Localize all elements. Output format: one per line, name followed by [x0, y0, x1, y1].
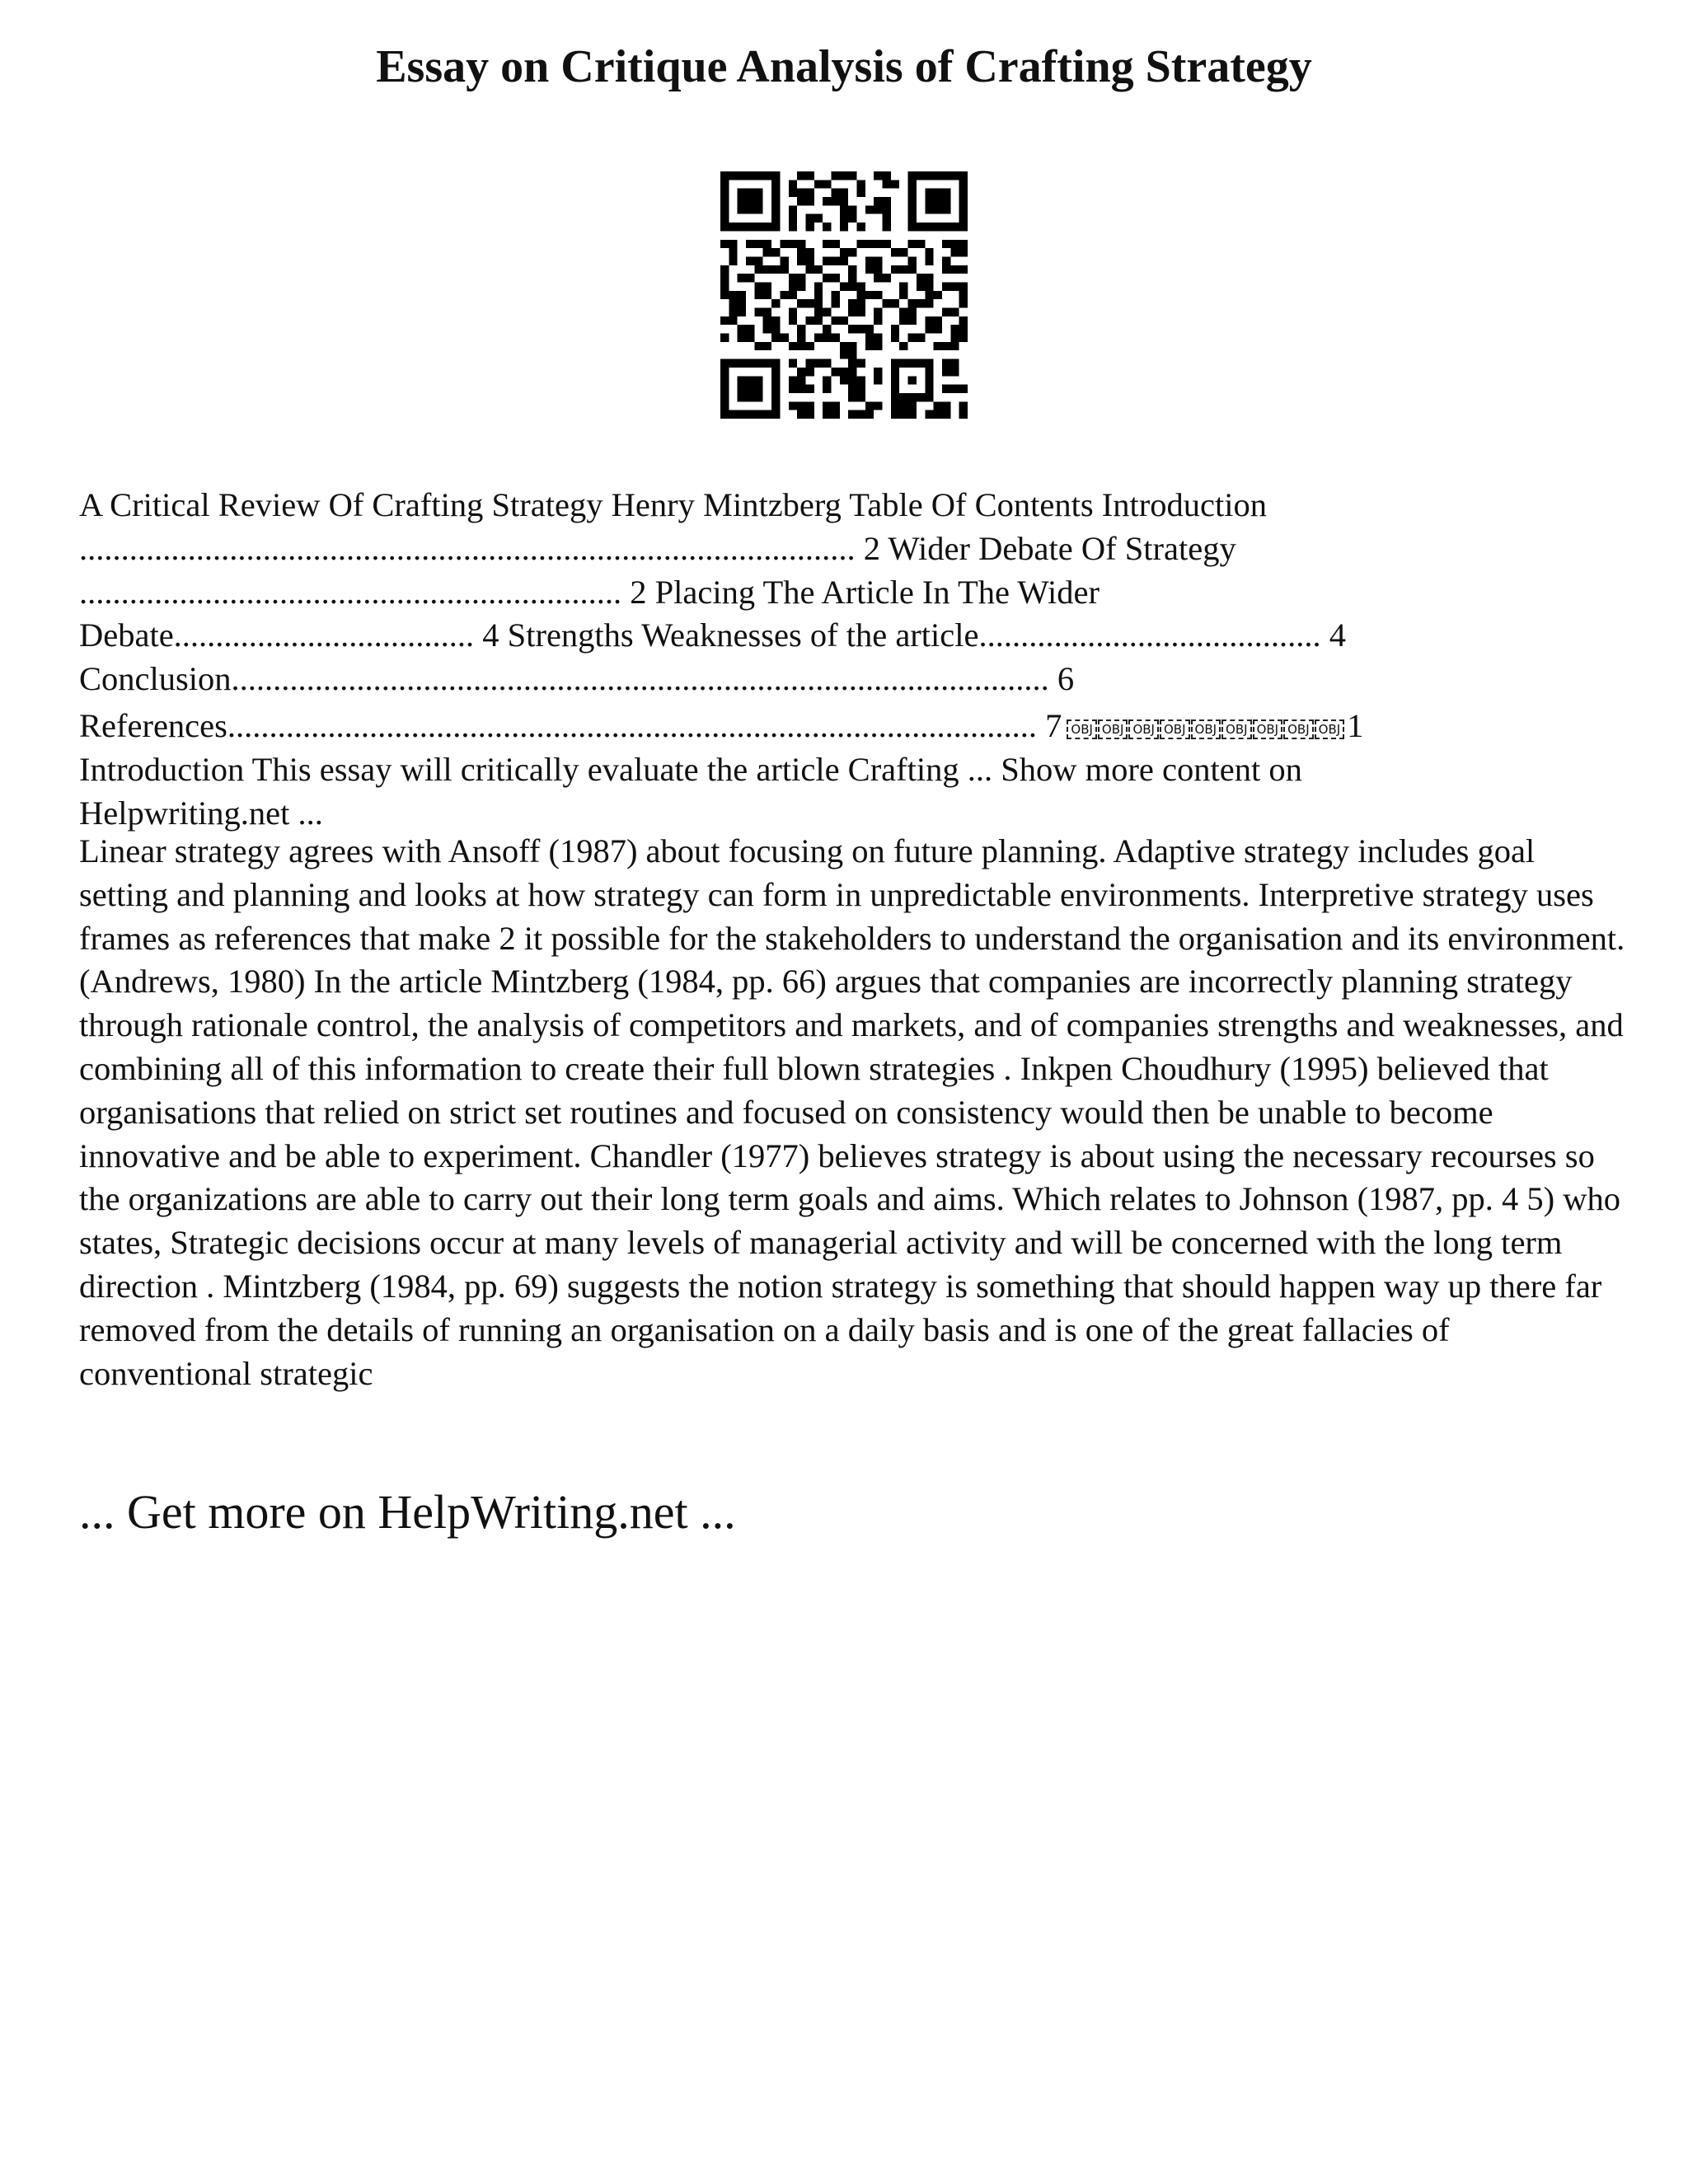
object-placeholder: OBJ — [1283, 719, 1314, 739]
object-placeholder: OBJ — [1160, 719, 1190, 739]
object-placeholder: OBJ — [1067, 719, 1097, 739]
object-placeholder: OBJ — [1128, 719, 1159, 739]
object-placeholder: OBJ — [1315, 719, 1345, 739]
toc-line: Conclusion.................................................................................................. 6 — [79, 660, 1075, 698]
get-more-link[interactable]: ... Get more on HelpWriting.net ... — [79, 1485, 736, 1539]
table-of-contents — [79, 484, 1629, 835]
intro-line: Helpwriting.net ... — [79, 794, 323, 832]
qr-code-icon — [720, 171, 968, 419]
toc-trailing-number: 1 — [1347, 706, 1364, 744]
object-placeholder: OBJ — [1098, 719, 1128, 739]
toc-line-references — [79, 701, 1629, 748]
object-placeholder: OBJ — [1191, 719, 1221, 739]
intro-line: Introduction This essay will critically evaluate the article Crafting ... Show more content on — [79, 750, 1302, 788]
qr-code — [720, 171, 968, 419]
object-placeholder: OBJ — [1221, 719, 1252, 739]
toc-line: References................................................................................................. 7 — [79, 706, 1062, 744]
object-placeholder: OBJ — [1253, 719, 1283, 739]
toc-line: ............................................................................................. 2 Wider Debate Of Strategy — [79, 529, 1236, 567]
object-placeholder-row — [1067, 701, 1345, 745]
toc-line: Debate.................................... 4 Strengths Weaknesses of the article......................................... 4 — [79, 616, 1347, 654]
toc-line: ................................................................. 2 Placing The Article In The Wider — [79, 573, 1100, 611]
body-paragraph: Linear strategy agrees with Ansoff (1987) about focusing on future planning. Adaptive strategy includes goal setting and planning and looks at how strategy can form in unpredictable environments. Interpretive strategy uses frames as references that make 2 it possible for the stakeholders to understand the organisation and its environment. (Andrews, 1980) In the article Mintzberg (1984, pp. 66) argues that companies are incorrectly planning strategy through rationale control, the analysis of competitors and markets, and of companies strengths and weaknesses, and combining all of this information to create their full blown strategies . Inkpen Choudhury (1995) believed that organisations that relied on strict set routines and focused on consistency would then be unable to become innovative and be able to experiment. Chandler (1977) believes strategy is about using the necessary recourses so the organizations are able to carry out their long term goals and aims. Which relates to Johnson (1987, pp. 4 5) who states, Strategic decisions occur at many levels of managerial activity and will be concerned with the long term direction . Mintzberg (1984, pp. 69) suggests the notion strategy is something that should happen way up there far removed from the details of running an organisation on a daily basis and is one of the great fallacies of conventional strategic — [79, 832, 1625, 1392]
toc-line: A Critical Review Of Crafting Strategy Henry Mintzberg Table Of Contents Introduction — [79, 486, 1267, 523]
document-title: Essay on Critique Analysis of Crafting Strategy — [376, 41, 1312, 92]
